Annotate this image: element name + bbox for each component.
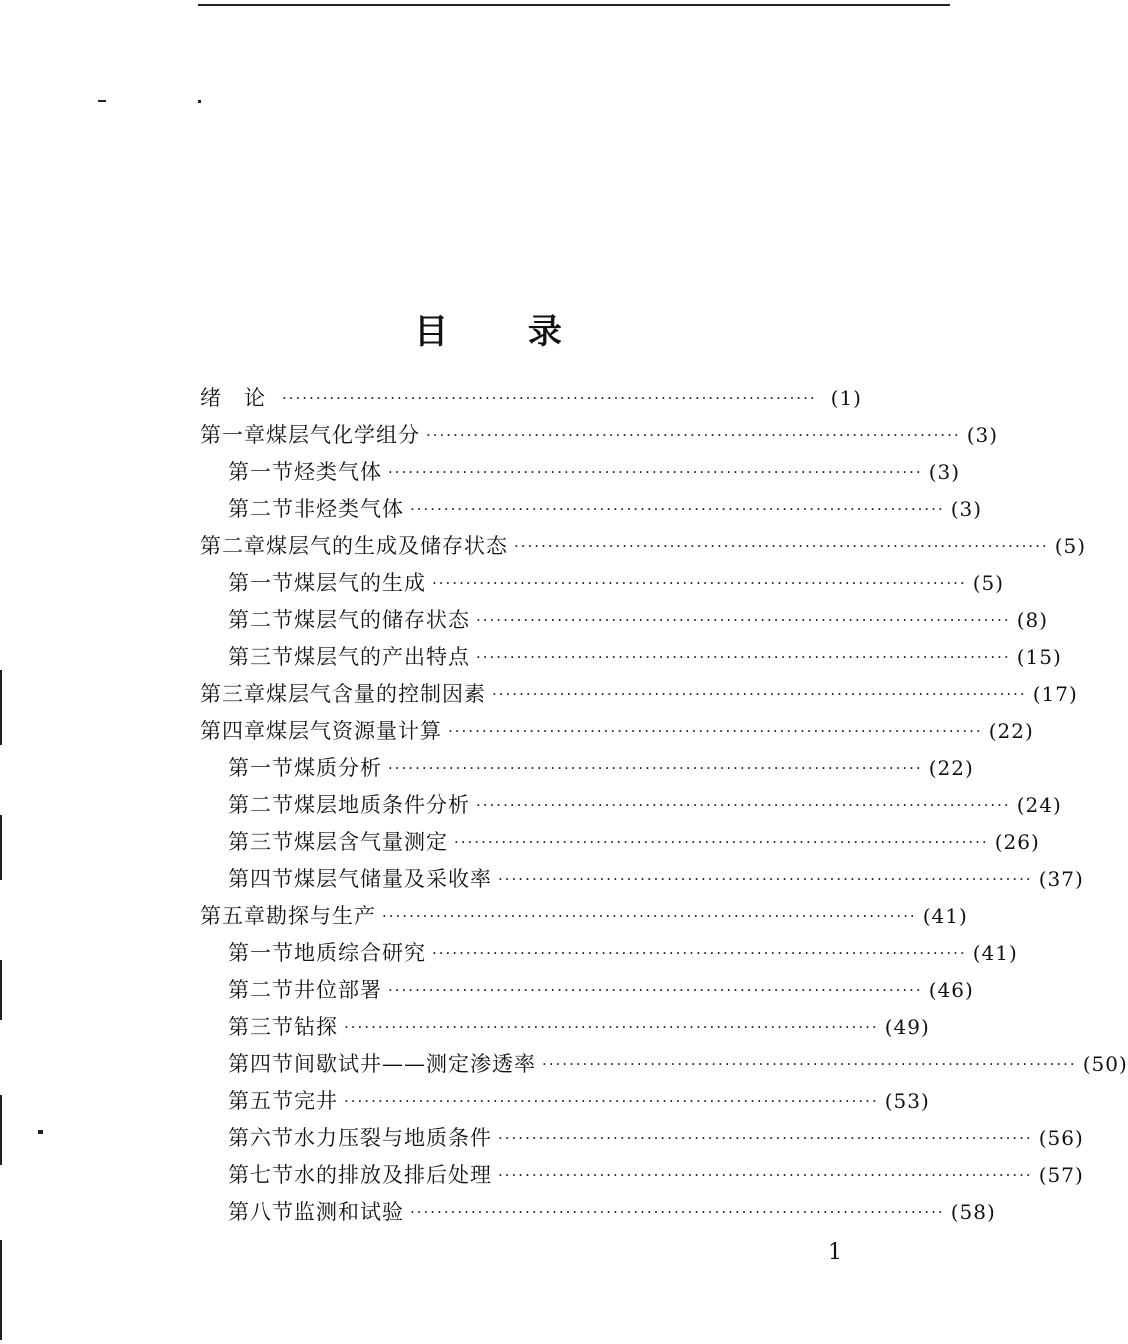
toc-page: (41) xyxy=(922,904,968,928)
toc-number: 第五节 xyxy=(228,1089,294,1113)
toc-page: (46) xyxy=(928,978,974,1002)
scan-edge-mark xyxy=(0,1095,2,1165)
toc-number: 第四章 xyxy=(200,719,266,743)
toc-title: 勘探与生产 xyxy=(266,904,376,928)
toc-number: 第二节 xyxy=(228,793,294,817)
toc-entry-section[interactable] xyxy=(228,787,1062,823)
toc-entry-section[interactable] xyxy=(228,935,1018,971)
toc-title: 煤层气的产出特点 xyxy=(294,645,470,669)
toc-number: 第二节 xyxy=(228,978,294,1002)
toc-page: (8) xyxy=(1016,608,1049,632)
toc-entry-section[interactable] xyxy=(228,972,974,1008)
toc-page: (3) xyxy=(928,460,961,484)
toc-page: (58) xyxy=(950,1200,996,1224)
toc-leader: ··············································································· xyxy=(514,537,1049,555)
toc-title: 煤层气的储存状态 xyxy=(294,608,470,632)
toc-leader: ··············································································· xyxy=(498,1129,1033,1147)
toc-leader: ··············································································· xyxy=(432,944,967,962)
toc-leader: ··············································································· xyxy=(410,500,945,518)
toc-title: 煤质分析 xyxy=(294,756,382,780)
toc-page: (41) xyxy=(972,941,1018,965)
toc-number: 第五章 xyxy=(200,904,266,928)
toc-number: 绪 论 xyxy=(200,386,266,410)
toc-page: (50) xyxy=(1082,1052,1128,1076)
toc-title: 烃类气体 xyxy=(294,460,382,484)
toc-page: (57) xyxy=(1038,1163,1084,1187)
toc-title: 非烃类气体 xyxy=(294,497,404,521)
toc-number: 第七节 xyxy=(228,1163,294,1187)
toc-entry-intro[interactable] xyxy=(200,380,862,416)
toc-title: 地质综合研究 xyxy=(294,941,426,965)
toc-title: 煤层气化学组分 xyxy=(266,423,420,447)
toc-leader: ··············································································· xyxy=(388,463,923,481)
toc-entry-section[interactable] xyxy=(228,1046,1128,1082)
toc-entry-chapter[interactable] xyxy=(200,417,999,453)
toc-title: 水的排放及排后处理 xyxy=(294,1163,492,1187)
toc-entry-chapter[interactable] xyxy=(200,713,1034,749)
scan-speck xyxy=(198,100,201,103)
toc-number: 第一节 xyxy=(228,756,294,780)
toc-leader: ··············································································· xyxy=(388,981,923,999)
toc-leader: ··············································································· xyxy=(498,870,1033,888)
scan-edge-mark xyxy=(0,815,2,880)
scan-edge-mark xyxy=(0,960,2,1020)
toc-title: 煤层气资源量计算 xyxy=(266,719,442,743)
toc-leader: ··············································································· xyxy=(432,574,967,592)
toc-entry-section[interactable] xyxy=(228,639,1062,675)
toc-number: 第二节 xyxy=(228,497,294,521)
toc-page: (22) xyxy=(988,719,1034,743)
toc-number: 第一章 xyxy=(200,423,266,447)
toc-number: 第一节 xyxy=(228,941,294,965)
toc-entry-section[interactable] xyxy=(228,565,1005,601)
toc-entry-section[interactable] xyxy=(228,824,1040,860)
toc-entry-chapter[interactable] xyxy=(200,528,1087,564)
toc-page: (3) xyxy=(966,423,999,447)
toc-page: (5) xyxy=(972,571,1005,595)
toc-title: 煤层气的生成 xyxy=(294,571,426,595)
toc-entry-section[interactable] xyxy=(228,491,983,527)
toc-page: (37) xyxy=(1038,867,1084,891)
toc-title: 水力压裂与地质条件 xyxy=(294,1126,492,1150)
toc-page: (26) xyxy=(994,830,1040,854)
toc-title: 间歇试井——测定渗透率 xyxy=(294,1052,536,1076)
toc-number: 第八节 xyxy=(228,1200,294,1224)
toc-entry-section[interactable] xyxy=(228,1120,1084,1156)
toc-title: 煤层含气量测定 xyxy=(294,830,448,854)
toc-page: (49) xyxy=(884,1015,930,1039)
toc-entry-section[interactable] xyxy=(228,454,961,490)
toc-page: (22) xyxy=(928,756,974,780)
toc-number: 第六节 xyxy=(228,1126,294,1150)
toc-leader: ··············································································· xyxy=(476,796,1011,814)
toc-entry-section[interactable] xyxy=(228,1083,930,1119)
toc-title: 煤层气储量及采收率 xyxy=(294,867,492,891)
scan-speck xyxy=(98,100,106,102)
toc-number: 第三节 xyxy=(228,830,294,854)
toc-number: 第二章 xyxy=(200,534,266,558)
toc-number: 第四节 xyxy=(228,867,294,891)
toc-leader: ··············································································· xyxy=(476,611,1011,629)
toc-leader: ··············································································· xyxy=(476,648,1011,666)
toc-title: 完井 xyxy=(294,1089,338,1113)
toc-page: (24) xyxy=(1016,793,1062,817)
toc-entry-chapter[interactable] xyxy=(200,898,968,934)
toc-page: (5) xyxy=(1054,534,1087,558)
toc-number: 第二节 xyxy=(228,608,294,632)
toc-number: 第四节 xyxy=(228,1052,294,1076)
toc-leader: ··············································································· xyxy=(542,1055,1077,1073)
toc-page: (17) xyxy=(1032,682,1078,706)
toc-entry-section[interactable] xyxy=(228,602,1049,638)
toc-leader: ··············································································· xyxy=(498,1166,1033,1184)
toc-page: (15) xyxy=(1016,645,1062,669)
toc-page: (3) xyxy=(950,497,983,521)
toc-title: 钻探 xyxy=(294,1015,338,1039)
toc-leader: ··············································································· xyxy=(454,833,989,851)
toc-leader: ··············································································· xyxy=(344,1092,879,1110)
toc-page: (53) xyxy=(884,1089,930,1113)
toc-number: 第一节 xyxy=(228,571,294,595)
scan-edge-mark xyxy=(0,1240,2,1340)
toc-entry-section[interactable] xyxy=(228,861,1084,897)
toc-leader: ··············································································· xyxy=(382,907,917,925)
toc-title: 监测和试验 xyxy=(294,1200,404,1224)
toc-leader: ··············································································· xyxy=(448,722,983,740)
toc-entry-section[interactable] xyxy=(228,1194,996,1230)
toc-title: 煤层气的生成及储存状态 xyxy=(266,534,508,558)
toc-leader: ··············································································· xyxy=(410,1203,945,1221)
toc-leader: ··············································································· xyxy=(492,685,1027,703)
toc-page: (1) xyxy=(830,386,862,410)
toc-page: (56) xyxy=(1038,1126,1084,1150)
toc-leader: ··············································································· xyxy=(426,426,961,444)
toc-number: 第三节 xyxy=(228,1015,294,1039)
toc-title: 井位部署 xyxy=(294,978,382,1002)
toc-number: 第一节 xyxy=(228,460,294,484)
toc-title: 煤层地质条件分析 xyxy=(294,793,470,817)
scan-speck xyxy=(38,1130,43,1134)
scan-edge-mark xyxy=(0,670,2,745)
toc-number: 第三节 xyxy=(228,645,294,669)
toc-leader: ··············································································· xyxy=(388,759,923,777)
toc-leader: ··············································································· xyxy=(282,389,817,407)
toc-entry-section[interactable] xyxy=(228,1009,930,1045)
toc-leader: ··············································································· xyxy=(344,1018,879,1036)
toc-entry-section[interactable] xyxy=(228,750,974,786)
page-number: 1 xyxy=(828,1240,842,1265)
page-title: 目 录 xyxy=(414,312,596,352)
top-rule xyxy=(198,4,950,6)
toc-entry-chapter[interactable] xyxy=(200,676,1078,712)
toc-title: 煤层气含量的控制因素 xyxy=(266,682,486,706)
toc-number: 第三章 xyxy=(200,682,266,706)
toc-entry-section[interactable] xyxy=(228,1157,1084,1193)
